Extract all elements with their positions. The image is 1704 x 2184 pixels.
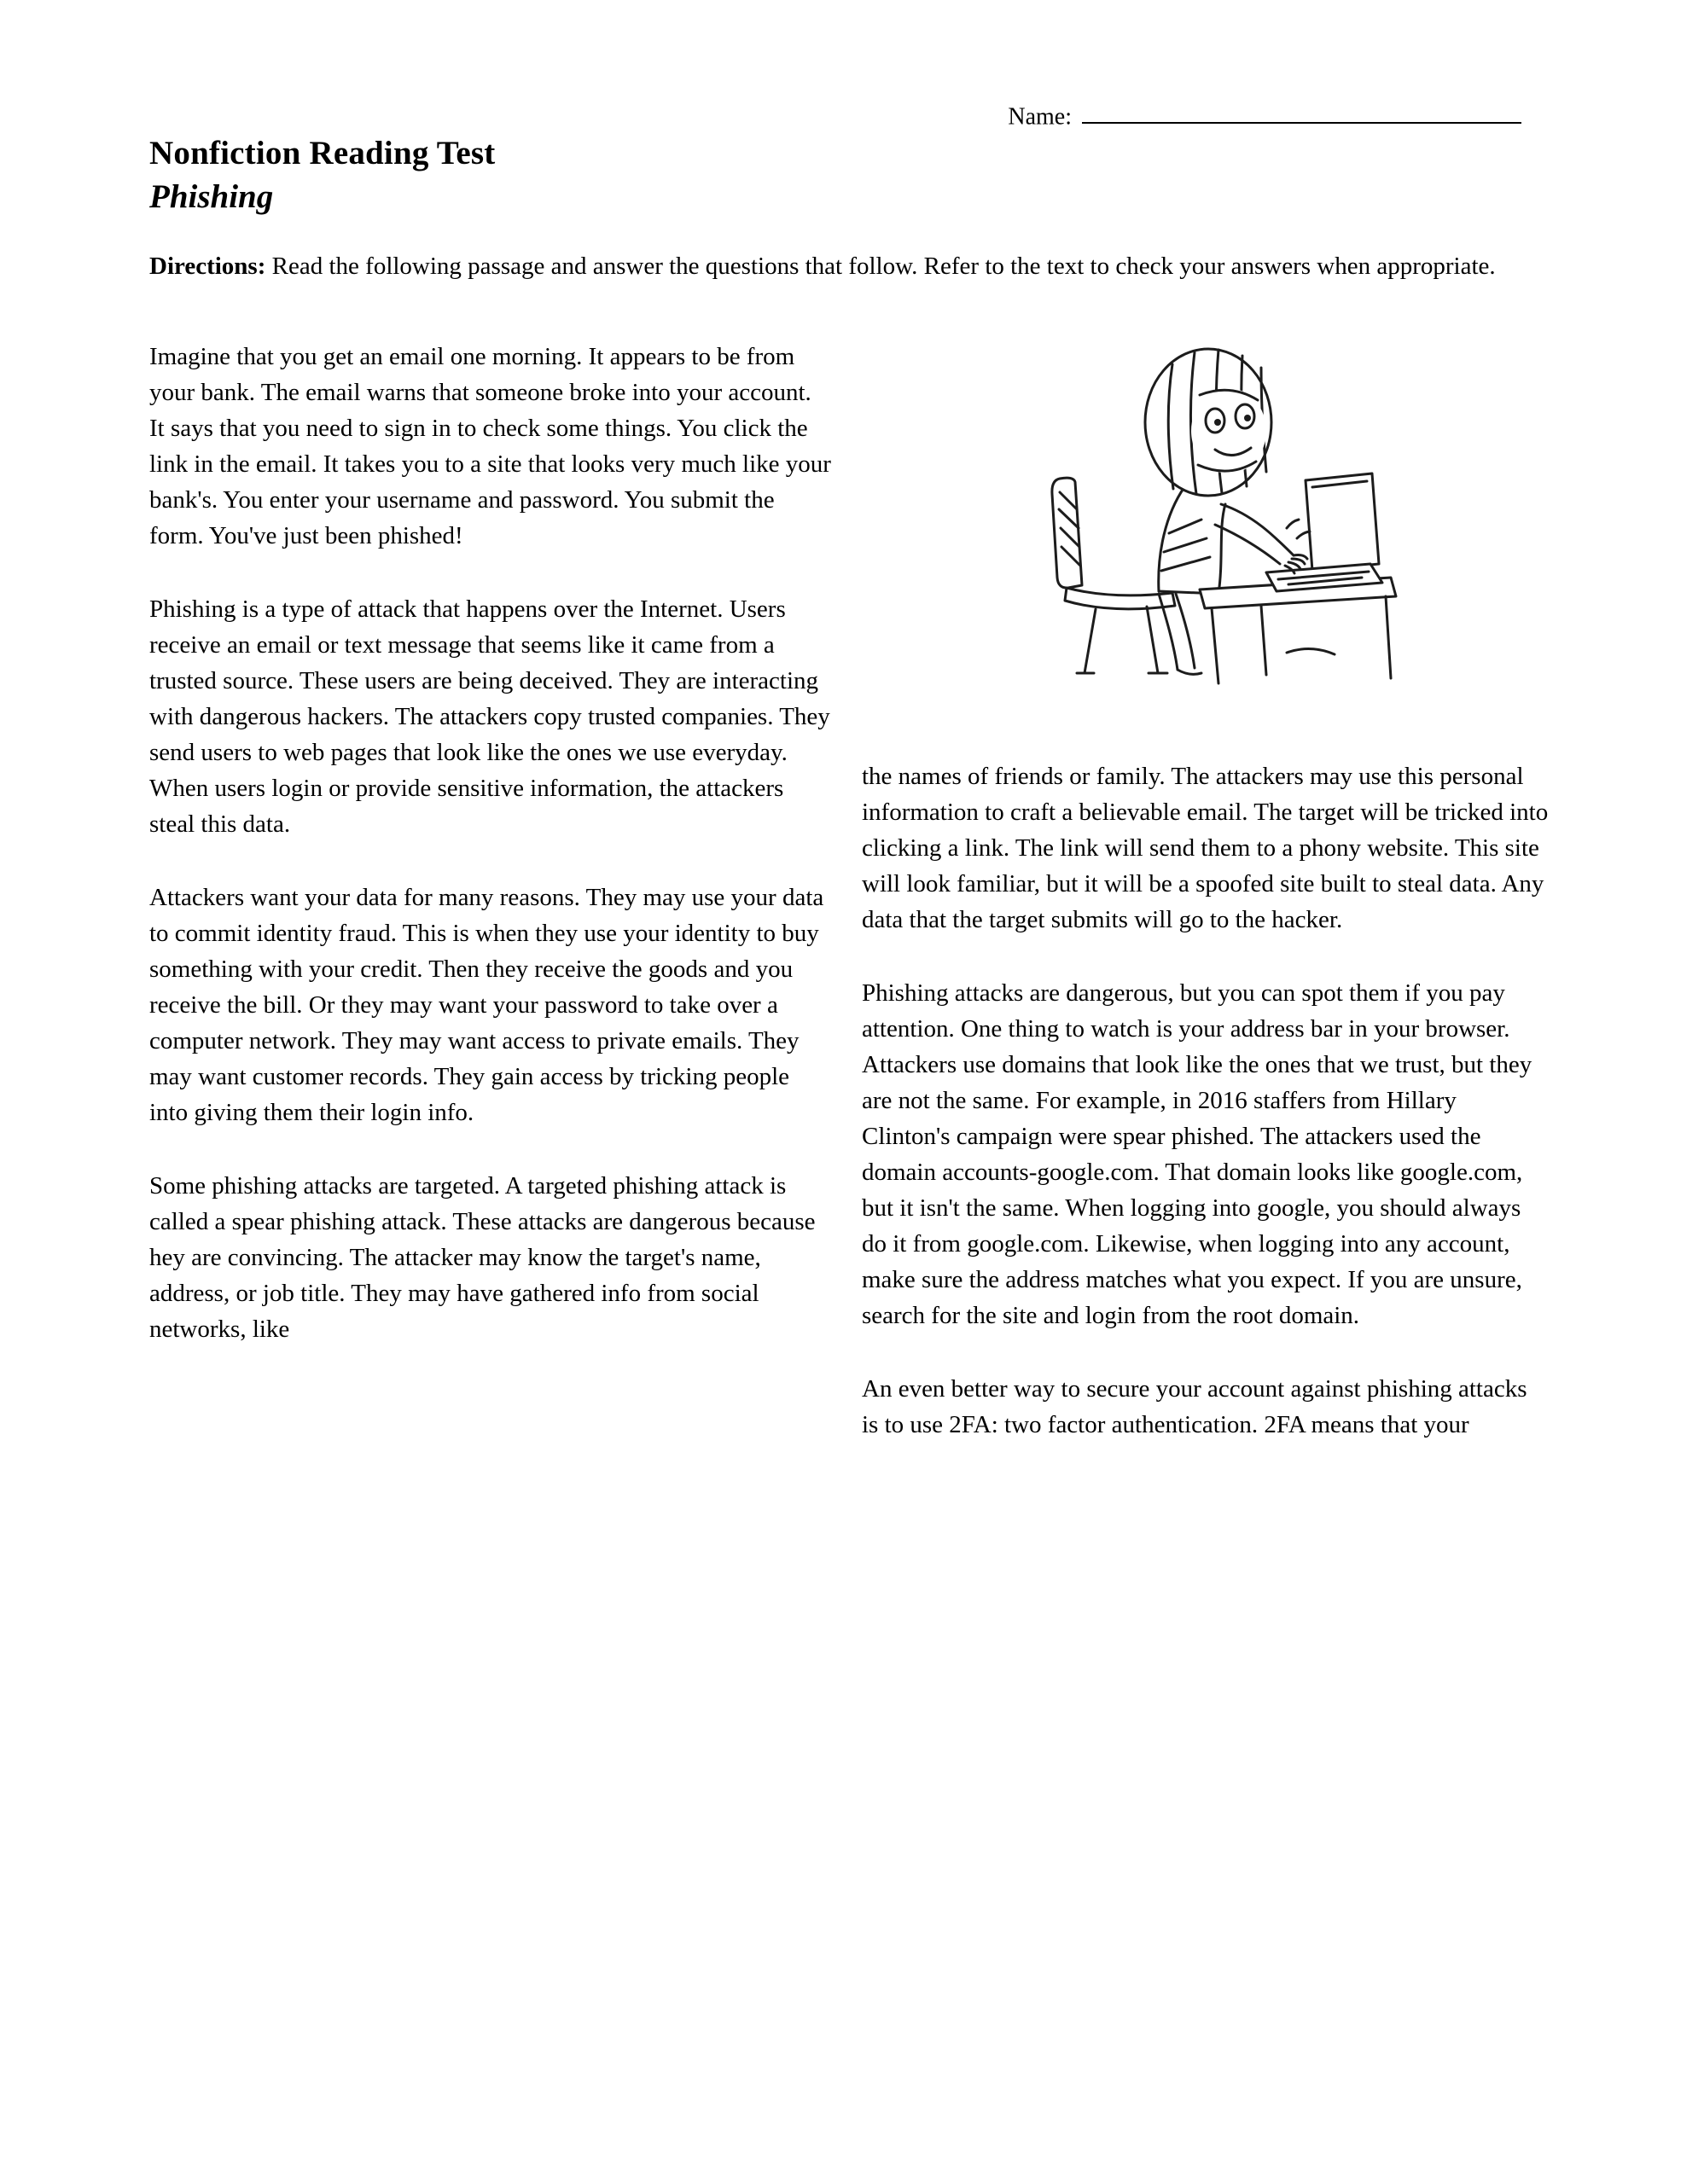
hacker-at-laptop-drawing xyxy=(1005,335,1402,694)
passage-columns xyxy=(149,339,1549,1443)
passage-paragraph: Imagine that you get an email one morning. It appears to be from your bank. The email warns that someone broke into your account. It says that you need to sign in to check some things. You click the link in the email. It takes you to a site that looks very much like your bank's. You enter your username and password. You submit the form. You've just been phished! xyxy=(149,343,831,550)
passage-paragraph: Some phishing attacks are targeted. A targeted phishing attack is called a spear phishing attack. These attacks are dangerous because hey are convincing. The attacker may know the target's name, address, or job title. They may have gathered info from social networks, like xyxy=(149,1172,816,1344)
passage-paragraph: Phishing attacks are dangerous, but you can spot them if you pay attention. One thing to watch is your address bar in your browser. Attackers use domains that look like the ones that we trust, but they are not the same. For example, in 2016 staffers from Hillary Clinton's campaign were spear phished. The attackers used the domain accounts-google.com. That domain looks like google.com, but it isn't the same. When logging into google, you should always do it from google.com. Likewise, when logging into any account, make sure the address matches what you expect. If you are unsure, search for the site and login from the root domain. xyxy=(862,979,1532,1330)
directions-label: Directions: xyxy=(149,253,266,281)
page-subtitle: Phishing xyxy=(149,178,274,216)
masked-hacker-illustration xyxy=(1005,335,1402,694)
page-title: Nonfiction Reading Test xyxy=(149,135,496,172)
directions xyxy=(149,248,1536,284)
name-blank-line xyxy=(1082,99,1521,124)
passage-paragraph: Attackers want your data for many reasons. They may use your data to commit identity fraud. This is when they use your identity to buy something with your credit. Then they receive the goods and you receive the bill. Or they may want your password to take over a computer network. They may want access to private emails. They may want customer records. They gain access by tricking people into giving them their login info. xyxy=(149,884,824,1127)
name-row xyxy=(149,99,1549,131)
right-column xyxy=(862,339,1549,1443)
passage-paragraph: An even better way to secure your account against phishing attacks is to use 2FA: two factor authentication. 2FA means that your xyxy=(862,1375,1527,1439)
directions-text: Read the following passage and answer the questions that follow. Refer to the text to check your answers when appropriate. xyxy=(265,253,1496,281)
passage-paragraph: Phishing is a type of attack that happens over the Internet. Users receive an email or text message that seems like it came from a trusted source. These users are being deceived. They are interacting with dangerous hackers. The attackers copy trusted companies. They send users to web pages that look like the ones we use everyday. When users login or provide sensitive information, the attackers steal this data. xyxy=(149,595,830,839)
passage-paragraph: the names of friends or family. The attackers may use this personal information to craft a believable email. The target will be tricked into clicking a link. The link will send them to a phony website. This site will look familiar, but it will be a spoofed site built to steal data. Any data that the target submits will go to the hacker. xyxy=(862,763,1549,934)
name-label: Name: xyxy=(1008,103,1072,131)
left-column xyxy=(149,339,832,1443)
